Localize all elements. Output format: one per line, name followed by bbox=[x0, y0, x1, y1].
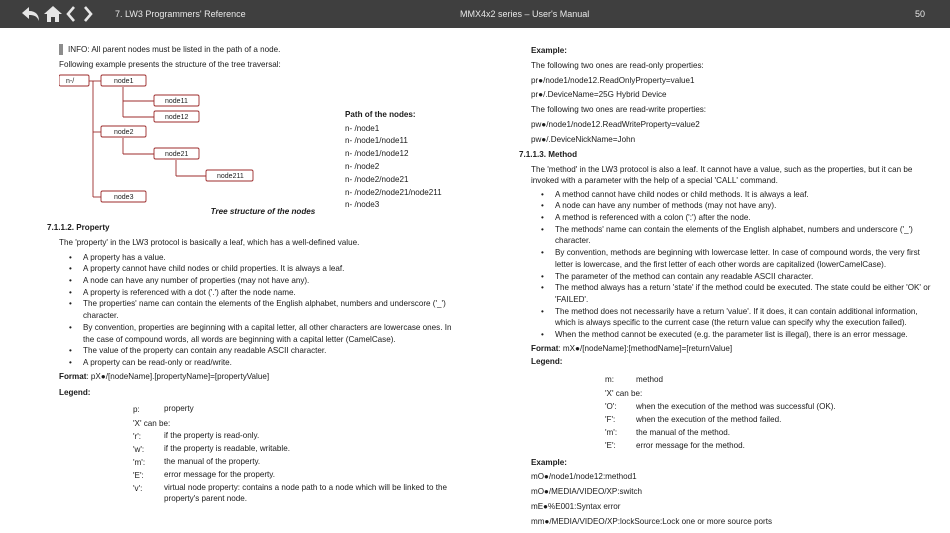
legend-row bbox=[605, 439, 931, 452]
list-item: • The method does not necessarily have a return 'value'. If it does, it can contain additional information, which is always specific to the current case (the return value can specify why the execution failed). bbox=[531, 306, 931, 329]
next-page-icon[interactable] bbox=[81, 4, 95, 24]
example-line: mE●%E001:Syntax error bbox=[531, 501, 621, 511]
list-item: • A property is referenced with a dot ('.') after the node name. bbox=[59, 287, 459, 299]
legend-row bbox=[605, 426, 931, 439]
example-line: pr●/node1/node12.ReadOnlyProperty=value1 bbox=[531, 75, 695, 85]
legend-value: if the property is read-only. bbox=[164, 431, 260, 441]
paths-title: Path of the nodes: bbox=[345, 109, 416, 119]
top-bar bbox=[0, 0, 950, 28]
list-item: • A property cannot have child nodes or child properties. It is always a leaf. bbox=[59, 263, 459, 275]
property-examples bbox=[531, 44, 931, 148]
legend-value: when the execution of the method was successful (OK). bbox=[636, 401, 836, 411]
property-intro: The 'property' in the LW3 protocol is basically a leaf, which has a well-defined value. bbox=[59, 238, 360, 248]
tree-node-label: node2 bbox=[114, 128, 134, 136]
example-line: mO●/MEDIA/VIDEO/XP:switch bbox=[531, 487, 643, 497]
home-icon[interactable] bbox=[43, 4, 63, 24]
list-item: • A property can be read-only or read/write. bbox=[59, 357, 459, 369]
format-value: : mX●/[nodeName]:[methodName]=[returnValue] bbox=[558, 343, 733, 353]
tree-node-label: node3 bbox=[114, 193, 134, 201]
example-title: Example: bbox=[531, 457, 567, 467]
list-item: • A method cannot have child nodes or child methods. It is always a leaf. bbox=[531, 189, 931, 201]
list-item: • A property has a value. bbox=[59, 252, 459, 264]
legend-value: property bbox=[164, 404, 194, 414]
tree-node-label: node12 bbox=[165, 113, 189, 121]
legend-value: method bbox=[636, 374, 663, 384]
legend-row bbox=[133, 443, 459, 456]
previous-page-icon[interactable] bbox=[64, 4, 78, 24]
example-line: mO●/node1/node12:method1 bbox=[531, 472, 637, 482]
method-legend bbox=[605, 373, 931, 452]
property-format bbox=[59, 371, 459, 382]
list-item: • A method is referenced with a colon (':') after the node. bbox=[531, 212, 931, 224]
list-item: • When the method cannot be executed (e.g. the parameter list is illegal), there is an error message. bbox=[531, 329, 931, 341]
format-label: Format bbox=[59, 371, 87, 381]
legend-key: 'E': bbox=[133, 471, 144, 481]
legend-key: 'm': bbox=[605, 427, 618, 437]
path-item: n- /node2/node21 bbox=[345, 174, 409, 184]
chapter-title: 7. LW3 Programmers' Reference bbox=[115, 9, 246, 19]
example-intro: The following two ones are read-write properties: bbox=[531, 105, 706, 115]
legend-row bbox=[133, 482, 459, 504]
node-paths bbox=[345, 109, 475, 212]
tree-node-label: node11 bbox=[165, 97, 188, 105]
format-value: : pX●/[nodeName].[propertyName]=[propertyValue] bbox=[86, 371, 270, 381]
legend-row bbox=[133, 469, 459, 482]
method-bullets bbox=[531, 189, 931, 341]
tree-node-label: node1 bbox=[114, 77, 134, 85]
tree-node-label: n-/ bbox=[66, 77, 75, 85]
legend-key: 'r': bbox=[133, 432, 142, 442]
manual-title: MMX4x2 series – User's Manual bbox=[460, 9, 590, 19]
legend-key: 'm': bbox=[133, 458, 146, 468]
path-item: n- /node1/node11 bbox=[345, 136, 408, 146]
list-item: • The methods' name can contain the elements of the English alphabet, numbers and underscore ('_') character. bbox=[531, 224, 931, 247]
list-item: • The parameter of the method can contain any readable ASCII character. bbox=[531, 271, 931, 283]
list-item: • The value of the property can contain any readable ASCII character. bbox=[59, 345, 459, 357]
legend-key: 'w': bbox=[133, 445, 145, 455]
legend-value: the manual of the method. bbox=[636, 427, 731, 437]
property-legend bbox=[133, 403, 459, 504]
property-bullets bbox=[59, 252, 459, 369]
legend-key: 'v': bbox=[133, 484, 143, 494]
legend-row bbox=[133, 403, 459, 416]
tree-diagram bbox=[59, 73, 269, 205]
left-column bbox=[47, 44, 459, 504]
legend-can-be: 'X' can be: bbox=[133, 419, 171, 429]
format-label: Format bbox=[531, 343, 559, 353]
method-intro: The 'method' in the LW3 protocol is also a leaf. It cannot have a value, such as the properties, but it can be invoked with a parameter with the help of a special 'CALL' command. bbox=[531, 164, 913, 185]
path-item: n- /node1/node12 bbox=[345, 149, 409, 159]
list-item: • By convention, methods are beginning with lowercase letter. In case of compound words, the very first letter is lowercase, and the first letter of each other words are capitalized (lowerCamelCase). bbox=[531, 247, 931, 270]
tree-node-label: node211 bbox=[217, 172, 244, 180]
example-intro: The following two ones are read-only properties: bbox=[531, 60, 704, 70]
legend-key: 'O': bbox=[605, 401, 617, 411]
list-item: • The properties' name can contain the elements of the English alphabet, numbers and underscore ('_') character. bbox=[59, 298, 459, 321]
path-item: n- /node1 bbox=[345, 123, 380, 133]
example-line: pr●/.DeviceName=25G Hybrid Device bbox=[531, 90, 667, 100]
list-item: • The method always has a return 'state' if the method could be executed. The state could be either 'OK' or 'FAILED'. bbox=[531, 282, 931, 305]
method-format bbox=[531, 343, 931, 354]
section-heading-method: 7.1.1.3. Method bbox=[519, 149, 578, 159]
legend-value: error message for the property. bbox=[164, 470, 275, 480]
tree-intro: Following example presents the structure of the tree traversal: bbox=[59, 60, 281, 70]
tree-caption: Tree structure of the nodes bbox=[210, 206, 316, 216]
method-examples bbox=[531, 456, 931, 530]
legend-row bbox=[133, 456, 459, 469]
path-item: n- /node3 bbox=[345, 200, 380, 210]
legend-title: Legend: bbox=[531, 357, 563, 367]
tree-figure bbox=[59, 73, 459, 210]
legend-row bbox=[605, 413, 931, 426]
legend-row bbox=[605, 400, 931, 413]
info-note: INFO: All parent nodes must be listed in the path of a node. bbox=[59, 44, 459, 55]
list-item: • A node can have any number of methods (may not have any). bbox=[531, 200, 931, 212]
example-line: mm●/MEDIA/VIDEO/XP:lockSource:Lock one or more source ports bbox=[531, 516, 773, 526]
path-item: n- /node2/node21/node211 bbox=[345, 187, 442, 197]
back-icon[interactable] bbox=[20, 4, 42, 24]
tree-node-label: node21 bbox=[165, 150, 189, 158]
example-title: Example: bbox=[531, 46, 567, 55]
example-line: pw●/.DeviceNickName=John bbox=[531, 134, 636, 144]
legend-key: p: bbox=[133, 405, 140, 415]
legend-value: virtual node property: contains a node path to a node which will be linked to the property's parent node. bbox=[164, 483, 448, 503]
right-column bbox=[519, 44, 931, 530]
page-number: 50 bbox=[914, 9, 925, 19]
legend-title: Legend: bbox=[59, 388, 91, 398]
legend-can-be: 'X' can be: bbox=[605, 388, 643, 398]
section-heading-property: 7.1.1.2. Property bbox=[47, 223, 110, 233]
legend-row bbox=[605, 373, 931, 386]
legend-value: if the property is readable, writable. bbox=[164, 444, 290, 454]
legend-value: error message for the method. bbox=[636, 440, 745, 450]
legend-key: 'F': bbox=[605, 414, 616, 424]
legend-value: the manual of the property. bbox=[164, 457, 261, 467]
legend-key: m: bbox=[605, 374, 614, 384]
legend-row bbox=[133, 430, 459, 443]
path-item: n- /node2 bbox=[345, 162, 380, 171]
list-item: • A node can have any number of properties (may not have any). bbox=[59, 275, 459, 287]
list-item: • By convention, properties are beginning with a capital letter, all other characters are lowercase ones. In the case of compound words, all words are beginning with a capital letter (CamelCase). bbox=[59, 322, 459, 345]
legend-value: when the execution of the method failed. bbox=[636, 414, 782, 424]
legend-key: 'E': bbox=[605, 440, 616, 450]
example-line: pw●/node1/node12.ReadWriteProperty=value2 bbox=[531, 119, 700, 129]
